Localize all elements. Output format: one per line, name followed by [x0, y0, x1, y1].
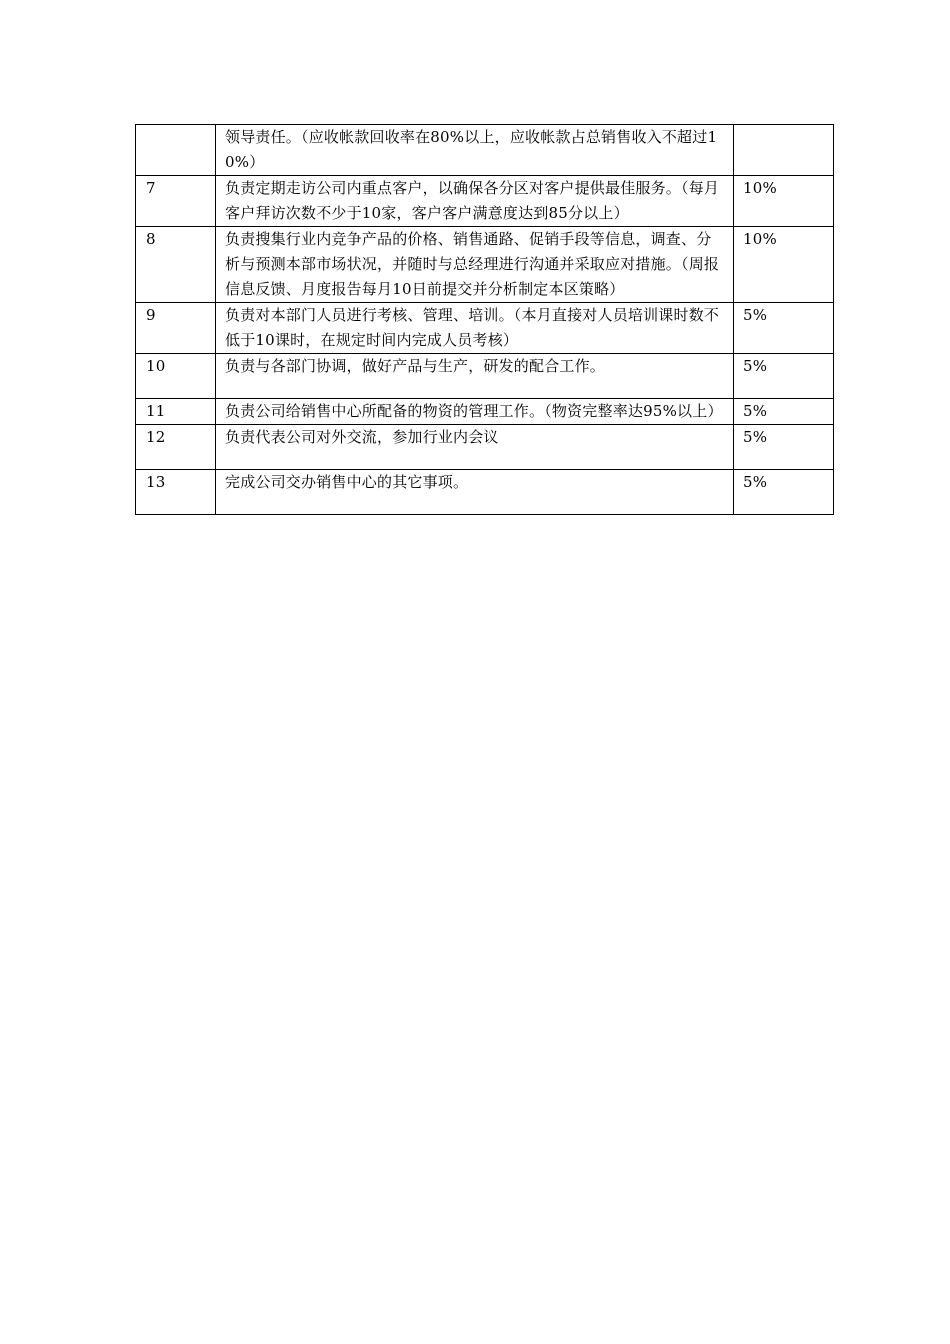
row-number: 13	[136, 470, 216, 515]
row-number: 11	[136, 399, 216, 425]
duty-weight: 10%	[734, 176, 834, 227]
duty-description: 领导责任。（应收帐款回收率在80%以上，应收帐款占总销售收入不超过10%）	[216, 125, 734, 176]
row-number: 7	[136, 176, 216, 227]
row-number: 8	[136, 227, 216, 303]
duty-weight: 10%	[734, 227, 834, 303]
duty-description: 负责搜集行业内竞争产品的价格、销售通路、促销手段等信息，调查、分析与预测本部市场状况，并随时与总经理进行沟通并采取应对措施。（周报信息反馈、月度报告每月10日前提交并分析制定本区策略）	[216, 227, 734, 303]
duty-weight: 5%	[734, 425, 834, 470]
duty-weight: 5%	[734, 354, 834, 399]
duty-description: 负责与各部门协调，做好产品与生产，研发的配合工作。	[216, 354, 734, 399]
duty-description: 负责代表公司对外交流，参加行业内会议	[216, 425, 734, 470]
table-row	[136, 354, 834, 399]
duty-description: 负责公司给销售中心所配备的物资的管理工作。（物资完整率达95%以上）	[216, 399, 734, 425]
table-row	[136, 425, 834, 470]
table-row	[136, 125, 834, 176]
row-number	[136, 125, 216, 176]
table-row	[136, 227, 834, 303]
duty-description: 完成公司交办销售中心的其它事项。	[216, 470, 734, 515]
duty-weight: 5%	[734, 470, 834, 515]
table-row	[136, 470, 834, 515]
table-row	[136, 176, 834, 227]
responsibility-table	[135, 124, 834, 515]
duty-weight	[734, 125, 834, 176]
table-row	[136, 399, 834, 425]
row-number: 9	[136, 303, 216, 354]
row-number: 10	[136, 354, 216, 399]
row-number: 12	[136, 425, 216, 470]
duty-weight: 5%	[734, 303, 834, 354]
table-row	[136, 303, 834, 354]
duty-weight: 5%	[734, 399, 834, 425]
duty-description: 负责对本部门人员进行考核、管理、培训。（本月直接对人员培训课时数不低于10课时，在规定时间内完成人员考核）	[216, 303, 734, 354]
duty-description: 负责定期走访公司内重点客户，以确保各分区对客户提供最佳服务。（每月客户拜访次数不少于10家，客户客户满意度达到85分以上）	[216, 176, 734, 227]
